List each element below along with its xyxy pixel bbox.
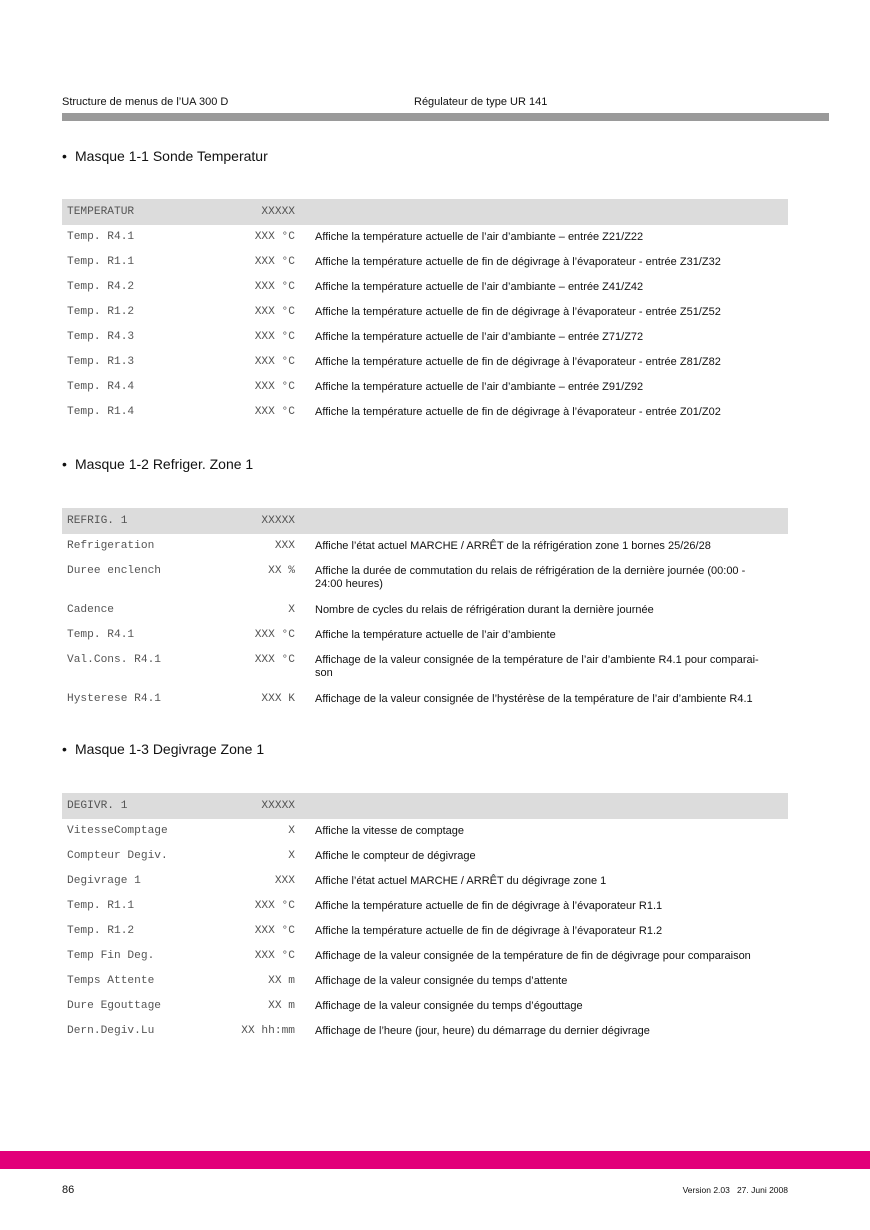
table-row [62, 350, 788, 375]
table-row [62, 844, 788, 869]
section-title: Masque 1-2 Refriger. Zone 1 [75, 456, 254, 472]
table-row [62, 869, 788, 894]
row-description [315, 565, 745, 591]
row-label: Compteur Degiv. [67, 850, 168, 862]
row-value: XXX K [261, 693, 295, 705]
row-description [315, 231, 643, 244]
row-description [315, 1000, 583, 1013]
table-row [62, 687, 788, 712]
version-date: Version 2.03 27. Juni 2008 [682, 1185, 788, 1195]
table-header-value: XXXXX [261, 205, 295, 218]
table-temperatur [62, 199, 788, 425]
table-row [62, 534, 788, 559]
row-description [315, 925, 662, 938]
row-value: XXX °C [254, 231, 295, 243]
table-row [62, 375, 788, 400]
description-line: Affichage de la valeur consignée de la température de l’air d’ambiente R4.1 pour comparai- [315, 654, 759, 666]
description-line: Affiche la température actuelle de fin de dégivrage à l’évaporateur - entrée Z51/Z52 [315, 306, 721, 318]
description-line: Affiche la température actuelle de fin de dégivrage à l’évaporateur - entrée Z31/Z32 [315, 256, 721, 268]
description-line: Affiche l’état actuel MARCHE / ARRÊT de la réfrigération zone 1 bornes 25/26/28 [315, 540, 711, 552]
description-line: Affiche l’état actuel MARCHE / ARRÊT du dégivrage zone 1 [315, 875, 607, 887]
description-line: Affiche la durée de commutation du relais de réfrigération de la dernière journée (00:00 - [315, 565, 746, 577]
row-label: Temp. R4.3 [67, 331, 135, 343]
row-label: Temp. R4.1 [67, 629, 135, 641]
row-description [315, 256, 721, 269]
table-refrig [62, 508, 788, 712]
row-label: Temp. R1.1 [67, 256, 135, 268]
bullet: • [62, 456, 67, 472]
row-description [315, 875, 606, 888]
row-label: Temp. R1.1 [67, 900, 135, 912]
row-value: XX m [268, 975, 295, 987]
row-description [315, 281, 643, 294]
table-row [62, 300, 788, 325]
row-label: Val.Cons. R4.1 [67, 654, 161, 666]
description-line: Affiche la température actuelle de fin de dégivrage à l’évaporateur R1.2 [315, 925, 663, 937]
row-label: Temp. R1.2 [67, 925, 135, 937]
description-line: Affiche la température actuelle de fin de dégivrage à l’évaporateur R1.1 [315, 900, 663, 912]
row-label: Temp. R1.2 [67, 306, 135, 318]
footer-accent-bar [0, 1151, 870, 1169]
description-line: 24:00 heures) [315, 578, 383, 590]
row-description [315, 604, 654, 617]
row-value: X [288, 850, 295, 862]
row-description [315, 1025, 650, 1038]
table-row [62, 225, 788, 250]
row-description [315, 356, 721, 369]
table-header-label: TEMPERATUR [67, 205, 135, 218]
row-label: Hysterese R4.1 [67, 693, 161, 705]
row-value: XXX °C [254, 356, 295, 368]
description-line: Affiche la température actuelle de l’air d’ambiente [315, 629, 556, 641]
row-value: XXX °C [254, 629, 295, 641]
header-rule [62, 113, 829, 121]
running-header-left: Structure de menus de l’UA 300 D [62, 96, 229, 108]
table-row [62, 944, 788, 969]
row-label: Temp. R1.3 [67, 356, 135, 368]
row-label: Temps Attente [67, 975, 155, 987]
table-row [62, 275, 788, 300]
table-header-label: DEGIVR. 1 [67, 799, 128, 812]
description-line: Affiche la température actuelle de l’air d’ambiante – entrée Z41/Z42 [315, 281, 644, 293]
row-description [315, 629, 556, 642]
row-label: Dure Egouttage [67, 1000, 161, 1012]
row-value: XXX [274, 540, 295, 552]
row-label: Degivrage 1 [67, 875, 141, 887]
table-row [62, 250, 788, 275]
row-value: XXX [274, 875, 295, 887]
bullet: • [62, 741, 67, 757]
description-line: Affichage de la valeur consignée du temps d’égouttage [315, 1000, 583, 1012]
row-label: Dern.Degiv.Lu [67, 1025, 155, 1037]
section-heading-masque-1-3 [62, 740, 264, 758]
table-header-label: REFRIG. 1 [67, 514, 128, 527]
row-value: XX m [268, 1000, 295, 1012]
table-row [62, 819, 788, 844]
table-row [62, 559, 788, 598]
row-description [315, 693, 753, 706]
table-header-value: XXXXX [261, 799, 295, 812]
row-description [315, 406, 721, 419]
description-line: Affichage de la valeur consignée du temps d’attente [315, 975, 568, 987]
row-value: X [288, 825, 295, 837]
section-title: Masque 1-3 Degivrage Zone 1 [75, 741, 265, 757]
running-header-right: Régulateur de type UR 141 [414, 96, 548, 108]
row-value: XXX °C [254, 925, 295, 937]
section-heading-masque-1-2 [62, 455, 253, 473]
row-value: XXX °C [254, 256, 295, 268]
row-description [315, 540, 711, 553]
row-value: XXX °C [254, 654, 295, 666]
row-value: XXX °C [254, 281, 295, 293]
row-description [315, 900, 662, 913]
row-label: Temp. R1.4 [67, 406, 135, 418]
table-row [62, 969, 788, 994]
row-label: Refrigeration [67, 540, 155, 552]
table-row [62, 648, 788, 687]
row-label: Temp Fin Deg. [67, 950, 155, 962]
section-heading-masque-1-1 [62, 147, 268, 165]
description-line: Affiche le compteur de dégivrage [315, 850, 476, 862]
description-line: Affiche la température actuelle de fin de dégivrage à l’évaporateur - entrée Z81/Z82 [315, 356, 721, 368]
row-value: XXX °C [254, 331, 295, 343]
description-line: Affichage de la valeur consignée de l’hystérèse de la température de l’air d’ambiente R4.1 [315, 693, 753, 705]
bullet: • [62, 148, 67, 164]
row-value: XXX °C [254, 406, 295, 418]
row-value: XXX °C [254, 950, 295, 962]
row-value: XXX °C [254, 900, 295, 912]
row-value: XX hh:mm [241, 1025, 295, 1037]
description-line: Affiche la température actuelle de l’air d’ambiante – entrée Z21/Z22 [315, 231, 644, 243]
description-line: Affiche la température actuelle de l’air d’ambiante – entrée Z71/Z72 [315, 331, 644, 343]
table-row [62, 994, 788, 1019]
row-description [315, 381, 643, 394]
table-row [62, 1019, 788, 1044]
table-row [62, 598, 788, 623]
row-value: X [288, 604, 295, 616]
section-title: Masque 1-1 Sonde Temperatur [75, 148, 268, 164]
row-label: Cadence [67, 604, 114, 616]
row-label: Temp. R4.2 [67, 281, 135, 293]
table-header-row [62, 199, 788, 225]
row-description [315, 306, 721, 319]
row-label: Temp. R4.4 [67, 381, 135, 393]
row-description [315, 654, 759, 680]
description-line: Affiche la vitesse de comptage [315, 825, 464, 837]
row-value: XX % [268, 565, 295, 577]
table-row [62, 894, 788, 919]
row-label: Temp. R4.1 [67, 231, 135, 243]
row-description [315, 850, 476, 863]
description-line: Affiche la température actuelle de fin de dégivrage à l’évaporateur - entrée Z01/Z02 [315, 406, 721, 418]
page-number: 86 [62, 1184, 75, 1196]
table-row [62, 623, 788, 648]
row-description [315, 825, 464, 838]
table-row [62, 325, 788, 350]
description-line: Affiche la température actuelle de l’air d’ambiante – entrée Z91/Z92 [315, 381, 644, 393]
table-row [62, 400, 788, 425]
row-value: XXX °C [254, 381, 295, 393]
table-header-row [62, 508, 788, 534]
table-header-value: XXXXX [261, 514, 295, 527]
description-line: Nombre de cycles du relais de réfrigération durant la dernière journée [315, 604, 654, 616]
description-line: Affichage de la valeur consignée de la température de fin de dégivrage pour comparaison [315, 950, 751, 962]
table-header-row [62, 793, 788, 819]
row-description [315, 950, 751, 963]
row-label: VitesseComptage [67, 825, 168, 837]
row-label: Duree enclench [67, 565, 161, 577]
table-row [62, 919, 788, 944]
table-degivr [62, 793, 788, 1044]
description-line: son [315, 667, 333, 679]
row-value: XXX °C [254, 306, 295, 318]
description-line: Affichage de l’heure (jour, heure) du démarrage du dernier dégivrage [315, 1025, 650, 1037]
row-description [315, 331, 643, 344]
row-description [315, 975, 567, 988]
